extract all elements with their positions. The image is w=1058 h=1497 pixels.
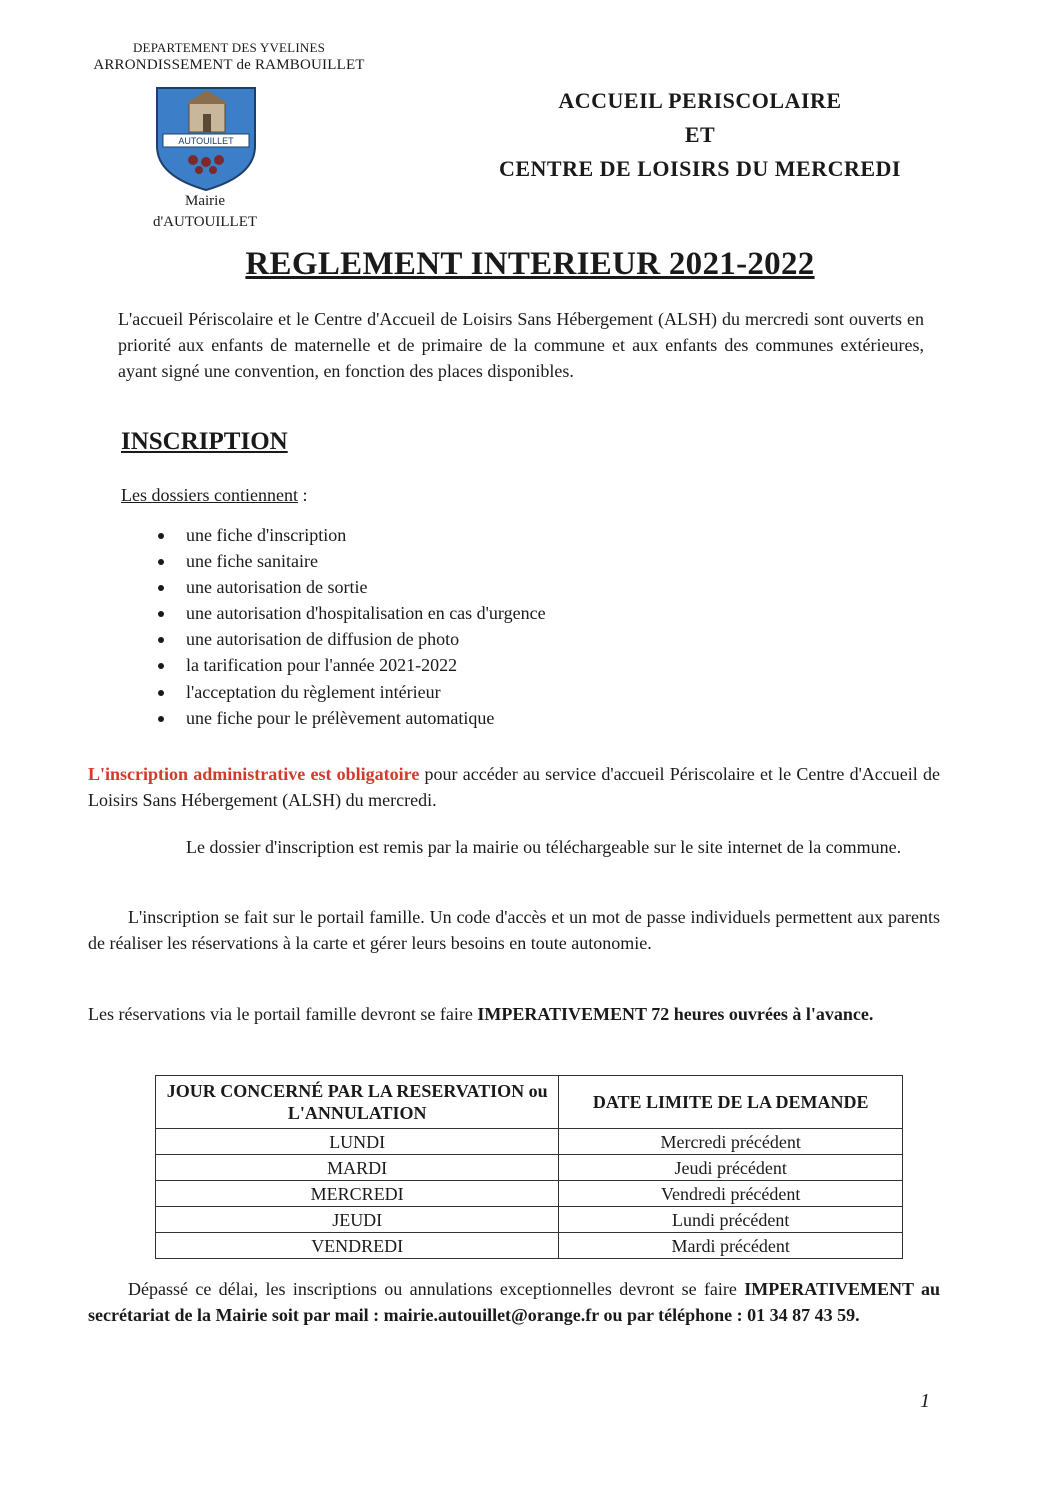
- list-item: [158, 705, 678, 731]
- cell-day: JEUDI: [156, 1207, 559, 1233]
- table-row: [156, 1181, 903, 1207]
- closing-contact: IMPERATIVEMENT au secrétariat de la Mairie soit par mail : mairie.autouillet@orange.fr ou par téléphone : 01 34 87 43 59.: [88, 1279, 940, 1325]
- list-item-text: une fiche sanitaire: [186, 551, 318, 572]
- svg-text:AUTOUILLET: AUTOUILLET: [178, 136, 234, 146]
- deadline-table: [155, 1075, 903, 1259]
- mairie-town-label: d'AUTOUILLET: [152, 214, 258, 230]
- obligation-text: pour accéder au service d'accueil Périscolaire et le Centre d'Accueil de Loisirs Sans Hébergement (ALSH) du mercredi.: [88, 764, 940, 810]
- reservations-text: Les réservations via le portail famille devront se faire: [88, 1004, 478, 1024]
- bullet-icon: [158, 611, 164, 617]
- section-heading-inscription: INSCRIPTION: [121, 428, 288, 455]
- bullet-icon: [158, 585, 164, 591]
- cell-deadline: Jeudi précédent: [559, 1155, 903, 1181]
- cell-day: LUNDI: [156, 1129, 559, 1155]
- bullet-icon: [158, 533, 164, 539]
- list-item: [158, 679, 678, 705]
- cell-day: MARDI: [156, 1155, 559, 1181]
- closing-text: Dépassé ce délai, les inscriptions ou annulations exceptionnelles devront se faire: [128, 1279, 745, 1299]
- closing-paragraph: [88, 1276, 940, 1328]
- table-row: [156, 1129, 903, 1155]
- cell-deadline: Mercredi précédent: [559, 1129, 903, 1155]
- page-number: 1: [920, 1390, 930, 1412]
- header-line-et: ET: [684, 122, 716, 147]
- bullet-icon: [158, 637, 164, 643]
- list-item-text: une autorisation d'hospitalisation en cas d'urgence: [186, 603, 546, 624]
- dossier-paragraph: Le dossier d'inscription est remis par la mairie ou téléchargeable sur le site internet de la commune.: [186, 837, 902, 857]
- dossier-items-list: [158, 522, 678, 731]
- list-item: [158, 600, 678, 626]
- list-intro-suffix: :: [297, 485, 308, 505]
- list-item-text: une autorisation de diffusion de photo: [186, 629, 460, 650]
- list-intro: [121, 485, 307, 506]
- header-line-periscolaire: ACCUEIL PERISCOLAIRE: [558, 88, 842, 113]
- list-item-text: l'acceptation du règlement intérieur: [186, 681, 441, 702]
- list-item-text: une fiche d'inscription: [186, 525, 347, 545]
- bullet-icon: [158, 690, 164, 696]
- list-item-text: la tarification pour l'année 2021-2022: [186, 655, 458, 676]
- list-item: [158, 626, 678, 652]
- table-row: [156, 1155, 903, 1181]
- list-item-text: une autorisation de sortie: [186, 577, 368, 598]
- arrondissement-label: ARRONDISSEMENT de RAMBOUILLET: [93, 57, 365, 73]
- table-row: [156, 1207, 903, 1233]
- list-item: [158, 548, 678, 574]
- bullet-icon: [158, 559, 164, 565]
- list-item-text: une fiche pour le prélèvement automatique: [186, 707, 495, 728]
- bullet-icon: [158, 663, 164, 669]
- table-header-row: [156, 1076, 903, 1129]
- department-label: DEPARTEMENT DES YVELINES: [132, 40, 326, 55]
- mairie-label: Mairie: [185, 193, 225, 209]
- reservations-deadline: IMPERATIVEMENT 72 heures ouvrées à l'avance.: [477, 1004, 874, 1024]
- document-title: REGLEMENT INTERIEUR 2021-2022: [245, 246, 815, 282]
- column-header-deadline: DATE LIMITE DE LA DEMANDE: [559, 1076, 903, 1129]
- bullet-icon: [158, 716, 164, 722]
- cell-deadline: Vendredi précédent: [559, 1181, 903, 1207]
- list-item: [158, 652, 678, 678]
- cell-deadline: Mardi précédent: [559, 1233, 903, 1259]
- obligation-highlight: L'inscription administrative est obligatoire: [88, 764, 420, 784]
- town-crest-logo: [153, 84, 259, 192]
- list-item: [158, 522, 678, 548]
- list-intro-text: Les dossiers contiennent: [121, 485, 298, 505]
- cell-deadline: Lundi précédent: [559, 1207, 903, 1233]
- reservations-paragraph: [88, 1001, 940, 1027]
- cell-day: MERCREDI: [156, 1181, 559, 1207]
- list-item: [158, 574, 678, 600]
- intro-paragraph: L'accueil Périscolaire et le Centre d'Accueil de Loisirs Sans Hébergement (ALSH) du mercredi sont ouverts en priorité aux enfants de maternelle et de primaire de la commune et aux enfants des communes extérieures, ayant signé une convention, en fonction des places disponibles.: [118, 309, 924, 381]
- obligation-paragraph: [88, 761, 940, 813]
- portail-paragraph: L'inscription se fait sur le portail famille. Un code d'accès et un mot de passe individuels permettent aux parents de réaliser les réservations à la carte et gérer leurs besoins en toute autonomie.: [88, 907, 940, 953]
- column-header-day: JOUR CONCERNÉ PAR LA RESERVATION ou L'ANNULATION: [156, 1076, 559, 1129]
- table-row: [156, 1233, 903, 1259]
- cell-day: VENDREDI: [156, 1233, 559, 1259]
- header-line-centre-loisirs: CENTRE DE LOISIRS DU MERCREDI: [498, 156, 901, 181]
